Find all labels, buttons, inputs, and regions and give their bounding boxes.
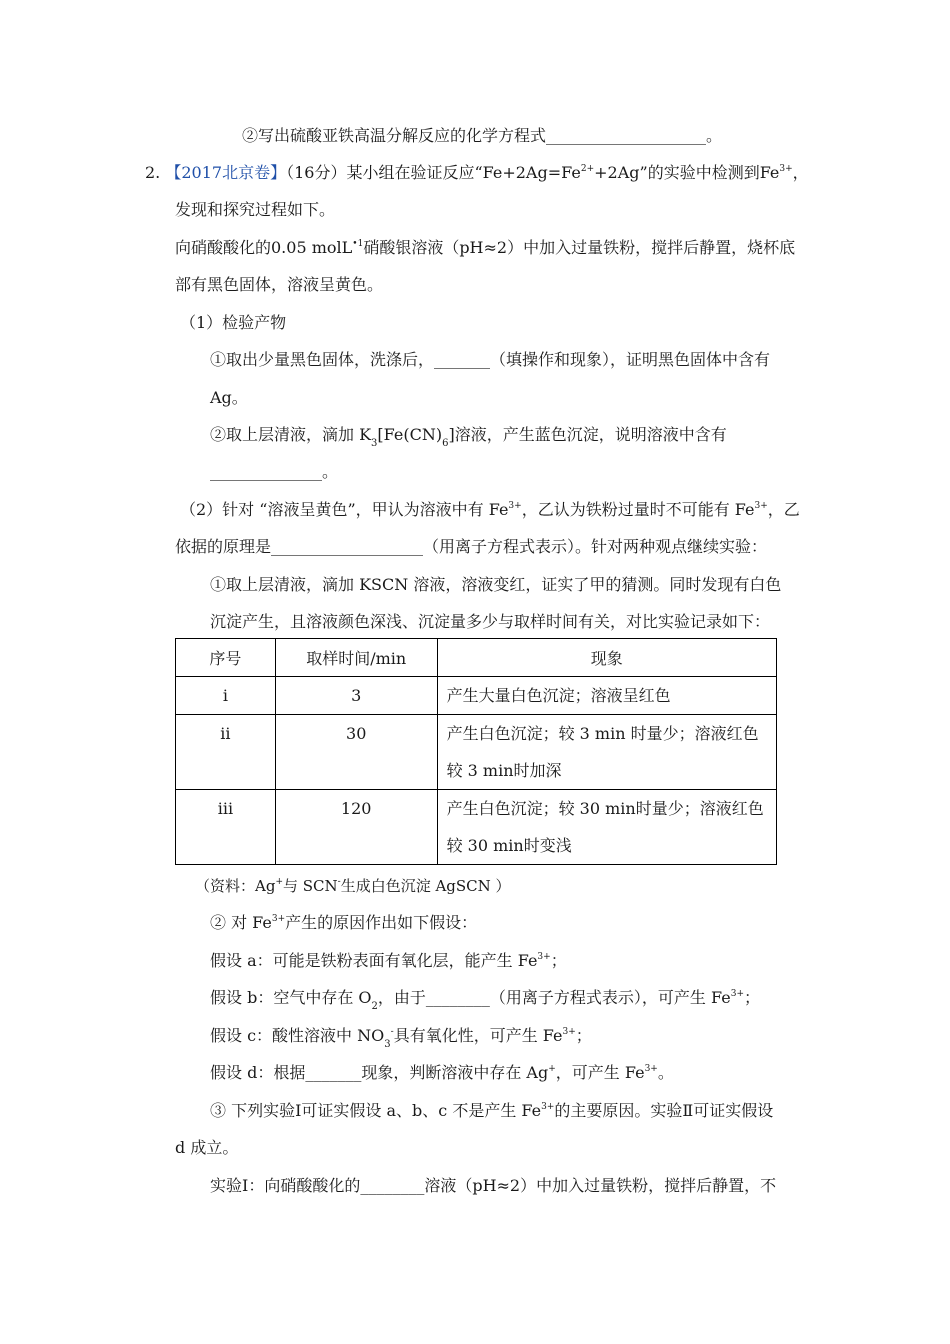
part2-item1-line1: ①取上层清液，滴加 KSCN 溶液，溶液变红，证实了甲的猜测。同时发现有白色: [210, 575, 782, 594]
part1-item2-line2: ______________。: [210, 462, 339, 481]
hypothesis-a-text: 假设 a：可能是铁粉表面有氧化层，能产生 Fe: [210, 951, 538, 970]
table-cell-observation: 产生大量白色沉淀；溶液呈红色: [437, 677, 776, 715]
hypothesis-d: [210, 1063, 674, 1083]
part1-item2-sub2: 6: [442, 438, 449, 449]
part1-item2-line1: [210, 425, 727, 449]
hypothesis-b-b: ，由于________（用离子方程式表示），可产生 Fe: [377, 988, 731, 1007]
q2-intro-line2: 部有黑色固体，溶液呈黄色。: [175, 275, 384, 294]
hypothesis-c-sup: -: [390, 1027, 394, 1037]
table-cell-id: iii: [176, 790, 276, 865]
table-cell-id: ii: [176, 715, 276, 790]
q2-intro-a: 向硝酸酸化的0.05 molL: [175, 238, 353, 257]
q2-score: （16分）: [286, 163, 347, 182]
hypothesis-c-sub: 3: [384, 1039, 391, 1050]
hypothesis-d-sup: +: [548, 1064, 556, 1074]
q2-stem-b: +2Ag”的实验中检测到Fe: [594, 163, 780, 182]
table-cell-time: 30: [275, 715, 437, 790]
part2-line2: 依据的原理是___________________（用离子方程式表示）。针对两种观点继续实验：: [175, 537, 768, 556]
hypothesis-b-sub: 2: [371, 1001, 378, 1012]
table-cell-time: 120: [275, 790, 437, 865]
note-b: 与 SCN: [282, 877, 338, 895]
note-sup2: -: [337, 877, 341, 887]
table-header-row: [176, 639, 777, 677]
experiment-table: [175, 638, 777, 865]
q2-source: 【2017北京卷】: [165, 163, 287, 182]
experiment1-line: 实验Ⅰ：向硝酸酸化的________溶液（pH≈2）中加入过量铁粉，搅拌后静置，不: [210, 1176, 777, 1195]
q2-stem-sup2: 3+: [779, 164, 793, 174]
part1-item2-b: [Fe(CN): [377, 425, 443, 444]
hypothesis-c: [210, 1026, 592, 1050]
q2-stem-line2: 发现和探究过程如下。: [175, 200, 336, 219]
hypothesis-b-a: 假设 b：空气中存在 O: [210, 988, 372, 1007]
q1-item2-line: [242, 126, 722, 146]
part2-item3-b: 的主要原因。实验Ⅱ可证实假设: [554, 1101, 774, 1120]
table-row: [176, 715, 777, 790]
table-row: [176, 790, 777, 865]
part2-line1: [180, 500, 800, 520]
hypothesis-title-a: ② 对 Fe: [210, 913, 272, 932]
part1-item2-c: ]溶液，产生蓝色沉淀，说明溶液中含有: [448, 425, 727, 444]
q2-stem-a: 某小组在验证反应“Fe+2Ag=Fe: [346, 163, 581, 182]
q1-item2-text: ②写出硫酸亚铁高温分解反应的化学方程式: [242, 126, 547, 145]
q2-intro-b: 硝酸银溶液（pH≈2）中加入过量铁粉，搅拌后静置，烧杯底: [363, 238, 796, 257]
q1-item2-end: 。: [706, 126, 723, 145]
hypothesis-d-sup2: 3+: [644, 1064, 658, 1074]
q2-number: 2.: [145, 163, 161, 182]
part1-item2-a: ②取上层清液，滴加 K: [210, 425, 372, 444]
note-line: [195, 876, 511, 896]
hypothesis-a: [210, 951, 567, 971]
table-cell-observation: 产生白色沉淀；较 3 min 时量少；溶液红色较 3 min时加深: [437, 715, 776, 790]
table-cell-id: i: [176, 677, 276, 715]
hypothesis-c-b: 具有氧化性，可产生 Fe: [393, 1026, 563, 1045]
part2-sup2: 3+: [754, 501, 768, 511]
hypothesis-c-end: ；: [575, 1026, 592, 1045]
hypothesis-a-sup: 3+: [537, 952, 551, 962]
part2-item3-line2: d 成立。: [175, 1138, 239, 1157]
q2-intro-sup: •1: [352, 239, 364, 249]
part2-c: ，乙: [767, 500, 800, 519]
table-cell-time: 3: [275, 677, 437, 715]
note-a: （资料：Ag: [195, 877, 276, 895]
hypothesis-b-sup: 3+: [730, 989, 744, 999]
part2-sup1: 3+: [508, 501, 522, 511]
table-header-time: 取样时间/min: [275, 639, 437, 677]
hypothesis-d-b: ，可产生 Fe: [555, 1063, 645, 1082]
table-header-observation: 现象: [437, 639, 776, 677]
hypothesis-c-a: 假设 c：酸性溶液中 NO: [210, 1026, 385, 1045]
part1-title: （1）检验产物: [180, 313, 287, 332]
part2-a: （2）针对 “溶液呈黄色”，甲认为溶液中有 Fe: [180, 500, 509, 519]
table-cell-observation: 产生白色沉淀；较 30 min时量少；溶液红色较 30 min时变浅: [437, 790, 776, 865]
q2-intro-line1: [175, 238, 795, 258]
part1-item2-sub1: 3: [371, 438, 378, 449]
part1-item1-line2: Ag。: [210, 388, 248, 407]
table-header-id: 序号: [176, 639, 276, 677]
hypothesis-title-sup: 3+: [271, 914, 286, 924]
hypothesis-title: [210, 913, 477, 933]
part2-item1-line2: 沉淀产生，且溶液颜色深浅、沉淀量多少与取样时间有关，对比实验记录如下：: [210, 612, 771, 631]
part2-item3-line1: [210, 1101, 773, 1121]
note-c: 生成白色沉淀 AgSCN ）: [340, 877, 511, 895]
hypothesis-a-end: ；: [550, 951, 567, 970]
note-sup1: +: [275, 877, 283, 887]
hypothesis-b-end: ；: [744, 988, 761, 1007]
part2-b: ，乙认为铁粉过量时不可能有 Fe: [521, 500, 755, 519]
hypothesis-d-end: 。: [657, 1063, 674, 1082]
hypothesis-b: [210, 988, 761, 1012]
q2-stem-c: ，: [792, 163, 809, 182]
part1-item1-line1: ①取出少量黑色固体，洗涤后，_______（填操作和现象），证明黑色固体中含有: [210, 350, 771, 369]
table-row: [176, 677, 777, 715]
part2-item3-sup: 3+: [541, 1102, 555, 1112]
hypothesis-c-sup2: 3+: [562, 1027, 576, 1037]
hypothesis-title-b: 产生的原因作出如下假设：: [285, 913, 478, 932]
q2-stem-line1: [145, 163, 809, 183]
q2-stem-sup1: 2+: [580, 164, 595, 174]
hypothesis-d-a: 假设 d：根据_______现象，判断溶液中存在 Ag: [210, 1063, 549, 1082]
part2-item3-a: ③ 下列实验Ⅰ可证实假设 a、b、c 不是产生 Fe: [210, 1101, 542, 1120]
q1-item2-blank: ____________________: [546, 126, 707, 145]
